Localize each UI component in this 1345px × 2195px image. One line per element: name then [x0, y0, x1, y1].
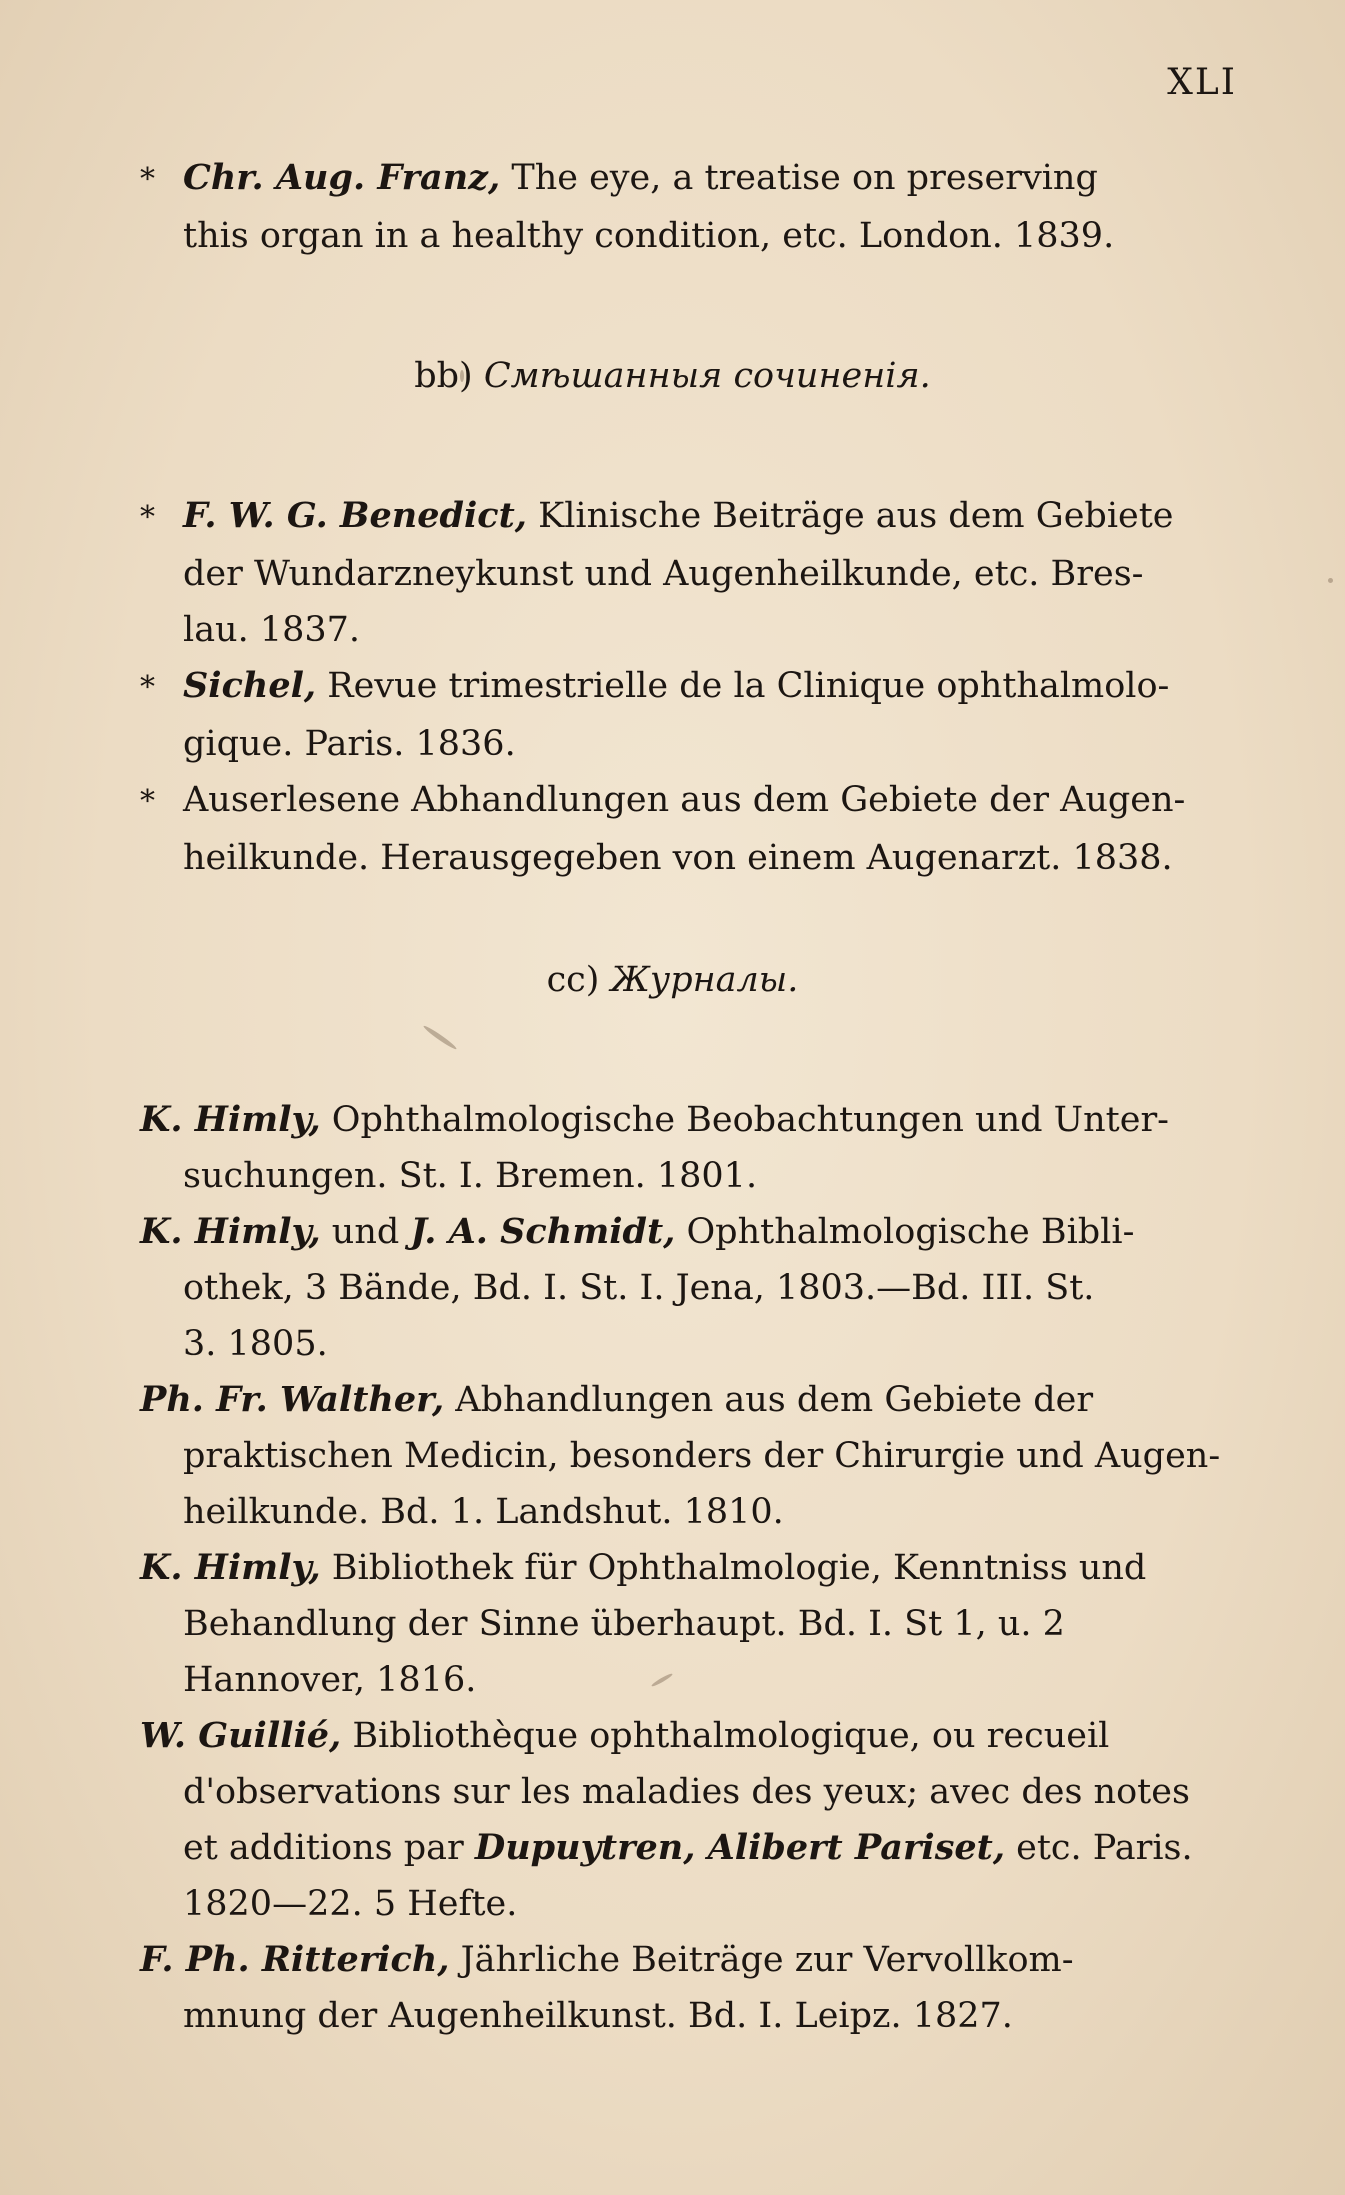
title-text: Bibliothèque ophthalmologique, ou recueil	[341, 1716, 1110, 1756]
entry-line: gique. Paris. 1836.	[183, 724, 516, 764]
entry-line: lau. 1837.	[183, 610, 361, 650]
section-cc-list	[140, 1092, 1240, 2044]
title-text: et additions par	[183, 1828, 475, 1868]
entry-line: der Wundarzneykunst und Augenheilkunde, etc. Bres-	[183, 554, 1144, 594]
section-title: Смѣшанныя сочиненія.	[483, 356, 931, 396]
paper-speck	[422, 1024, 458, 1051]
title-text: Ophthalmologische Beobachtungen und Unter-	[320, 1100, 1170, 1140]
title-text: The eye, a treatise on preserving	[500, 158, 1098, 198]
entry-himly-schmidt	[140, 1204, 1240, 1372]
asterisk-marker: *	[140, 784, 155, 819]
title-text: etc. Paris.	[1005, 1828, 1193, 1868]
section-title: Журналы.	[610, 960, 799, 1000]
title-text: Auserlesene Abhandlungen aus dem Gebiete der Augen-	[183, 780, 1186, 820]
paper-speck	[1328, 578, 1333, 583]
title-text: und	[320, 1212, 411, 1252]
entry-line: d'observations sur les maladies des yeux; avec des notes	[183, 1772, 1190, 1812]
author-name: Ph. Fr. Walther,	[140, 1379, 445, 1420]
entry-himly-1816	[140, 1540, 1240, 1708]
entry-auserlesene	[140, 772, 1240, 886]
author-name: K. Himly,	[140, 1211, 321, 1252]
section-heading-cc	[0, 960, 1345, 1000]
author-name: F. W. G. Benedict,	[183, 495, 527, 536]
entry-line: this organ in a healthy condition, etc. London. 1839.	[183, 216, 1115, 256]
entry-line: suchungen. St. I. Bremen. 1801.	[183, 1156, 758, 1196]
entry-line: praktischen Medicin, besonders der Chirurgie und Augen-	[183, 1436, 1221, 1476]
section-heading-bb	[0, 356, 1345, 396]
asterisk-marker: *	[140, 500, 155, 535]
section-label: bb)	[414, 356, 473, 396]
entry-sichel	[140, 658, 1240, 772]
author-name: W. Guillié,	[140, 1715, 342, 1756]
author-name: Chr. Aug. Franz,	[183, 157, 501, 198]
title-text: Bibliothek für Ophthalmologie, Kenntniss und	[320, 1548, 1147, 1588]
author-name: K. Himly,	[140, 1547, 321, 1588]
author-name: K. Himly,	[140, 1099, 321, 1140]
section-bb-list	[140, 488, 1240, 886]
entry-benedict	[140, 488, 1240, 658]
title-text: Klinische Beiträge aus dem Gebiete	[526, 496, 1174, 536]
asterisk-marker: *	[140, 670, 155, 705]
title-text: Revue trimestrielle de la Clinique ophthalmolo-	[316, 666, 1170, 706]
entry-franz	[140, 150, 1240, 264]
author-name: J. A. Schmidt,	[410, 1211, 676, 1252]
entry-line: Behandlung der Sinne überhaupt. Bd. I. St 1, u. 2	[183, 1604, 1065, 1644]
entry-line: 3. 1805.	[183, 1324, 328, 1364]
entry-line: mnung der Augenheilkunst. Bd. I. Leipz. 1827.	[183, 1996, 1013, 2036]
entry-line: Hannover, 1816.	[183, 1660, 477, 1700]
entry-line: 1820—22. 5 Hefte.	[183, 1884, 518, 1924]
page-number: XLI	[1167, 62, 1237, 103]
title-text: Abhandlungen aus dem Gebiete der	[444, 1380, 1094, 1420]
title-text: Jährliche Beiträge zur Vervollkom-	[449, 1940, 1074, 1980]
entry-guillie	[140, 1708, 1240, 1932]
author-name: F. Ph. Ritterich,	[140, 1939, 450, 1980]
entry-walther	[140, 1372, 1240, 1540]
entry-line: heilkunde. Bd. 1. Landshut. 1810.	[183, 1492, 784, 1532]
author-name: Sichel,	[183, 665, 317, 706]
entry-line: heilkunde. Herausgegeben von einem Augenarzt. 1838.	[183, 838, 1173, 878]
title-text: Ophthalmologische Bibli-	[675, 1212, 1135, 1252]
entry-line: othek, 3 Bände, Bd. I. St. I. Jena, 1803.—Bd. III. St.	[183, 1268, 1095, 1308]
section-label: cc)	[546, 960, 600, 1000]
asterisk-marker: *	[140, 162, 155, 197]
author-name: Dupuytren, Alibert Pariset,	[474, 1827, 1006, 1868]
entry-ritterich	[140, 1932, 1240, 2044]
entry-himly-1801	[140, 1092, 1240, 1204]
